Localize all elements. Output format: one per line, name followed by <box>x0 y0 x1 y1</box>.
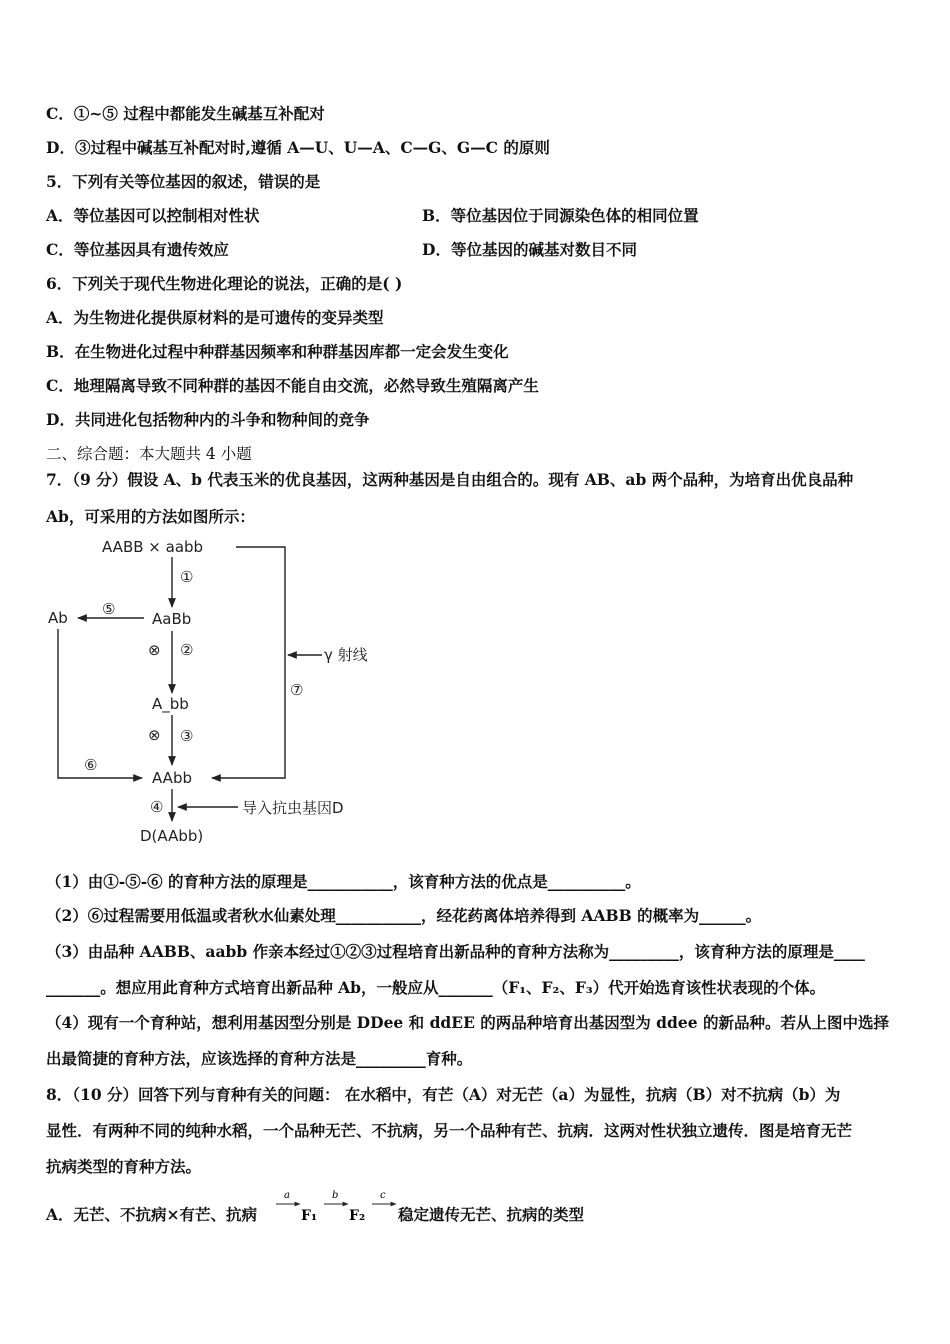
q6-option-b: B．在生物进化过程中种群基因频率和种群基因库都一定会发生变化 <box>46 342 509 361</box>
q8-stem-line3: 抗病类型的育种方法。 <box>46 1157 202 1176</box>
flow-label-a: a <box>284 1190 290 1201</box>
flow-label-f1: F₁ <box>301 1208 318 1224</box>
step6-label: ⑥ <box>84 756 98 774</box>
q8-option-a-suffix: 稳定遗传无芒、抗病的类型 <box>398 1205 585 1224</box>
q7-sub2: （2）⑥过程需要用低温或者秋水仙素处理___________，经花药离体培养得到 AABB 的概率为______。 <box>46 906 762 925</box>
q5-option-c: C．等位基因具有遗传效应 <box>46 240 229 259</box>
q6-option-a: A．为生物进化提供原材料的是可遗传的变异类型 <box>46 308 384 327</box>
q7-stem-line1: 7．（9 分）假设 A、b 代表玉米的优良基因，这两种基因是自由组合的。现有 AB、ab 两个品种，为培育出优良品种 <box>46 470 854 489</box>
a-bb-label: A_bb <box>152 695 189 713</box>
q7-sub3-line1: （3）由品种 AABB、aabb 作亲本经过①②③过程培育出新品种的育种方法称为_________，该育种方法的原理是____ <box>46 942 865 961</box>
q4-option-d: D．③过程中碱基互补配对时,遵循 A—U、U—A、C—G、G—C 的原则 <box>46 138 550 157</box>
q8-flow-diagram <box>270 1188 400 1228</box>
q7-stem-line2: Ab，可采用的方法如图所示： <box>46 507 255 526</box>
step4-label: ④ <box>150 798 164 816</box>
q6-option-c: C．地理隔离导致不同种群的基因不能自由交流，必然导致生殖隔离产生 <box>46 376 539 395</box>
q7-sub4-line1: （4）现有一个育种站，想利用基因型分别是 DDee 和 ddEE 的两品种培育出基因型为 ddee 的新品种。若从上图中选择 <box>46 1013 889 1032</box>
q7-sub1: （1）由①-⑤-⑥ 的育种方法的原理是___________，该育种方法的优点是__________。 <box>46 872 641 891</box>
q7-sub3-line2: _______。想应用此育种方式培育出新品种 Ab，一般应从_______（F₁、F₂、F₃）代开始选育该性状表现的个体。 <box>46 978 826 997</box>
q6-stem: 6．下列关于现代生物进化理论的说法，正确的是( ) <box>46 274 403 293</box>
q5-options-row1 <box>46 206 699 226</box>
flow-label-b: b <box>332 1190 339 1201</box>
breeding-diagram <box>40 535 420 855</box>
step5-label: ⑤ <box>102 600 116 618</box>
step7-label: ⑦ <box>290 681 304 699</box>
q4-option-c: C．①~⑤ 过程中都能发生碱基互补配对 <box>46 104 325 123</box>
selfing-1-label: ⊗ <box>148 641 161 659</box>
aabb-f1-label: AaBb <box>152 610 192 628</box>
aabb-final-label: AAbb <box>152 769 192 787</box>
flow-label-c: c <box>380 1190 386 1201</box>
q8-stem-line2: 显性．有两种不同的纯种水稻，一个品种无芒、不抗病，另一个品种有芒、抗病．这两对性状独立遗传．图是培育无芒 <box>46 1121 853 1140</box>
import-gene-label: 导入抗虫基因D <box>242 799 344 817</box>
section-2-heading: 二、综合题：本大题共 4 小题 <box>46 445 252 463</box>
ab-label: Ab <box>48 609 68 627</box>
gamma-label: γ 射线 <box>324 646 368 664</box>
q7-sub4-line2: 出最简捷的育种方法，应该选择的育种方法是_________育种。 <box>46 1049 473 1068</box>
q8-option-a-prefix: A．无芒、不抗病×有芒、抗病 <box>46 1205 258 1224</box>
selfing-2-label: ⊗ <box>148 726 161 744</box>
q5-stem: 5．下列有关等位基因的叙述，错误的是 <box>46 172 321 191</box>
flow-label-f2: F₂ <box>349 1208 366 1224</box>
q8-stem-line1: 8．（10 分）回答下列与育种有关的问题： 在水稻中，有芒（A）对无芒（a）为显性，抗病（B）对不抗病（b）为 <box>46 1085 841 1104</box>
q5-option-b: B．等位基因位于同源染色体的相同位置 <box>422 206 699 225</box>
step3-label: ③ <box>180 727 194 745</box>
step2-label: ② <box>180 641 194 659</box>
q5-options-row2 <box>46 240 637 260</box>
path-7-line <box>212 547 285 778</box>
step1-label: ① <box>180 568 194 586</box>
parents-label: AABB × aabb <box>102 538 204 556</box>
arrow-step6 <box>58 629 142 778</box>
q5-option-a: A．等位基因可以控制相对性状 <box>46 206 260 225</box>
q6-option-d: D．共同进化包括物种内的斗争和物种间的竞争 <box>46 410 370 429</box>
q5-option-d: D．等位基因的碱基对数目不同 <box>422 240 637 259</box>
result-label: D(AAbb) <box>140 827 204 845</box>
